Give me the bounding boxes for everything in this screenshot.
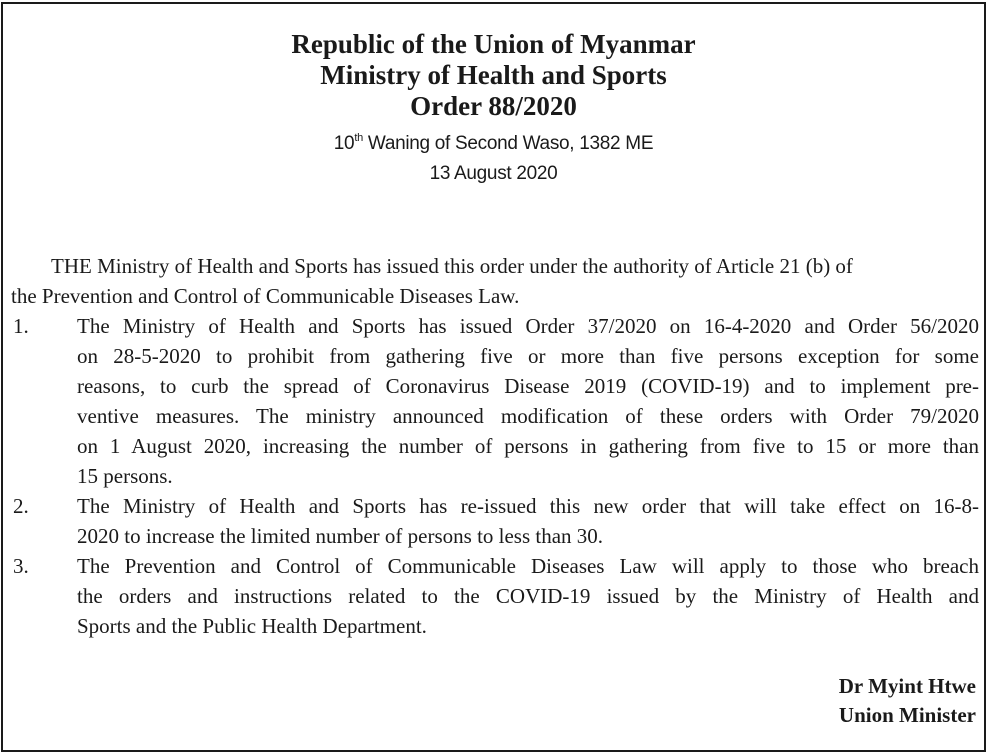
- item-3-line-2: the orders and instructions related to the COVID-19 issued by the Ministry of Health and: [77, 584, 979, 608]
- item-2-number: 2.: [13, 494, 29, 518]
- item-1-line-3: reasons, to curb the spread of Coronavirus Disease 2019 (COVID-19) and to implement pre-: [77, 374, 979, 398]
- item-1-line-4: ventive measures. The ministry announced modification of these orders with Order 79/2020: [77, 404, 979, 428]
- order-document: [1, 2, 986, 752]
- signatory-name: Dr Myint Htwe: [838, 674, 976, 698]
- ministry-heading: Ministry of Health and Sports: [320, 60, 667, 90]
- gregorian-date: 13 August 2020: [429, 163, 558, 184]
- item-1-line-6: 15 persons.: [77, 464, 173, 488]
- item-2-line-1: The Ministry of Health and Sports has re-issued this new order that will take effect on 16-8-: [77, 494, 979, 518]
- item-1-line-1: The Ministry of Health and Sports has issued Order 37/2020 on 16-4-2020 and Order 56/2020: [77, 314, 979, 338]
- item-3-line-3: Sports and the Public Health Department.: [77, 614, 427, 638]
- item-2-line-2: 2020 to increase the limited number of persons to less than 30.: [77, 524, 604, 548]
- myanmar-date-text: Waning of Second Waso, 1382 ME: [362, 133, 654, 154]
- item-1-line-2: on 28-5-2020 to prohibit from gathering five or more than five persons exception for some: [77, 344, 979, 368]
- intro-line-2: the Prevention and Control of Communicable Diseases Law.: [11, 284, 520, 308]
- item-1-number: 1.: [13, 314, 29, 338]
- order-number-heading: Order 88/2020: [410, 91, 577, 121]
- myanmar-date: [3, 132, 984, 156]
- signatory-title: Union Minister: [838, 703, 976, 727]
- item-3-line-1: The Prevention and Control of Communicable Diseases Law will apply to those who breach: [77, 554, 979, 578]
- country-heading: Republic of the Union of Myanmar: [291, 29, 696, 59]
- myanmar-date-day: 10: [333, 133, 355, 154]
- item-3-number: 3.: [13, 554, 29, 578]
- item-1-line-5: on 1 August 2020, increasing the number of persons in gathering from five to 15 or more than: [77, 434, 979, 458]
- myanmar-date-suffix: th: [354, 131, 363, 144]
- intro-line-1: THE Ministry of Health and Sports has issued this order under the authority of Article 21 (b) of: [51, 254, 853, 278]
